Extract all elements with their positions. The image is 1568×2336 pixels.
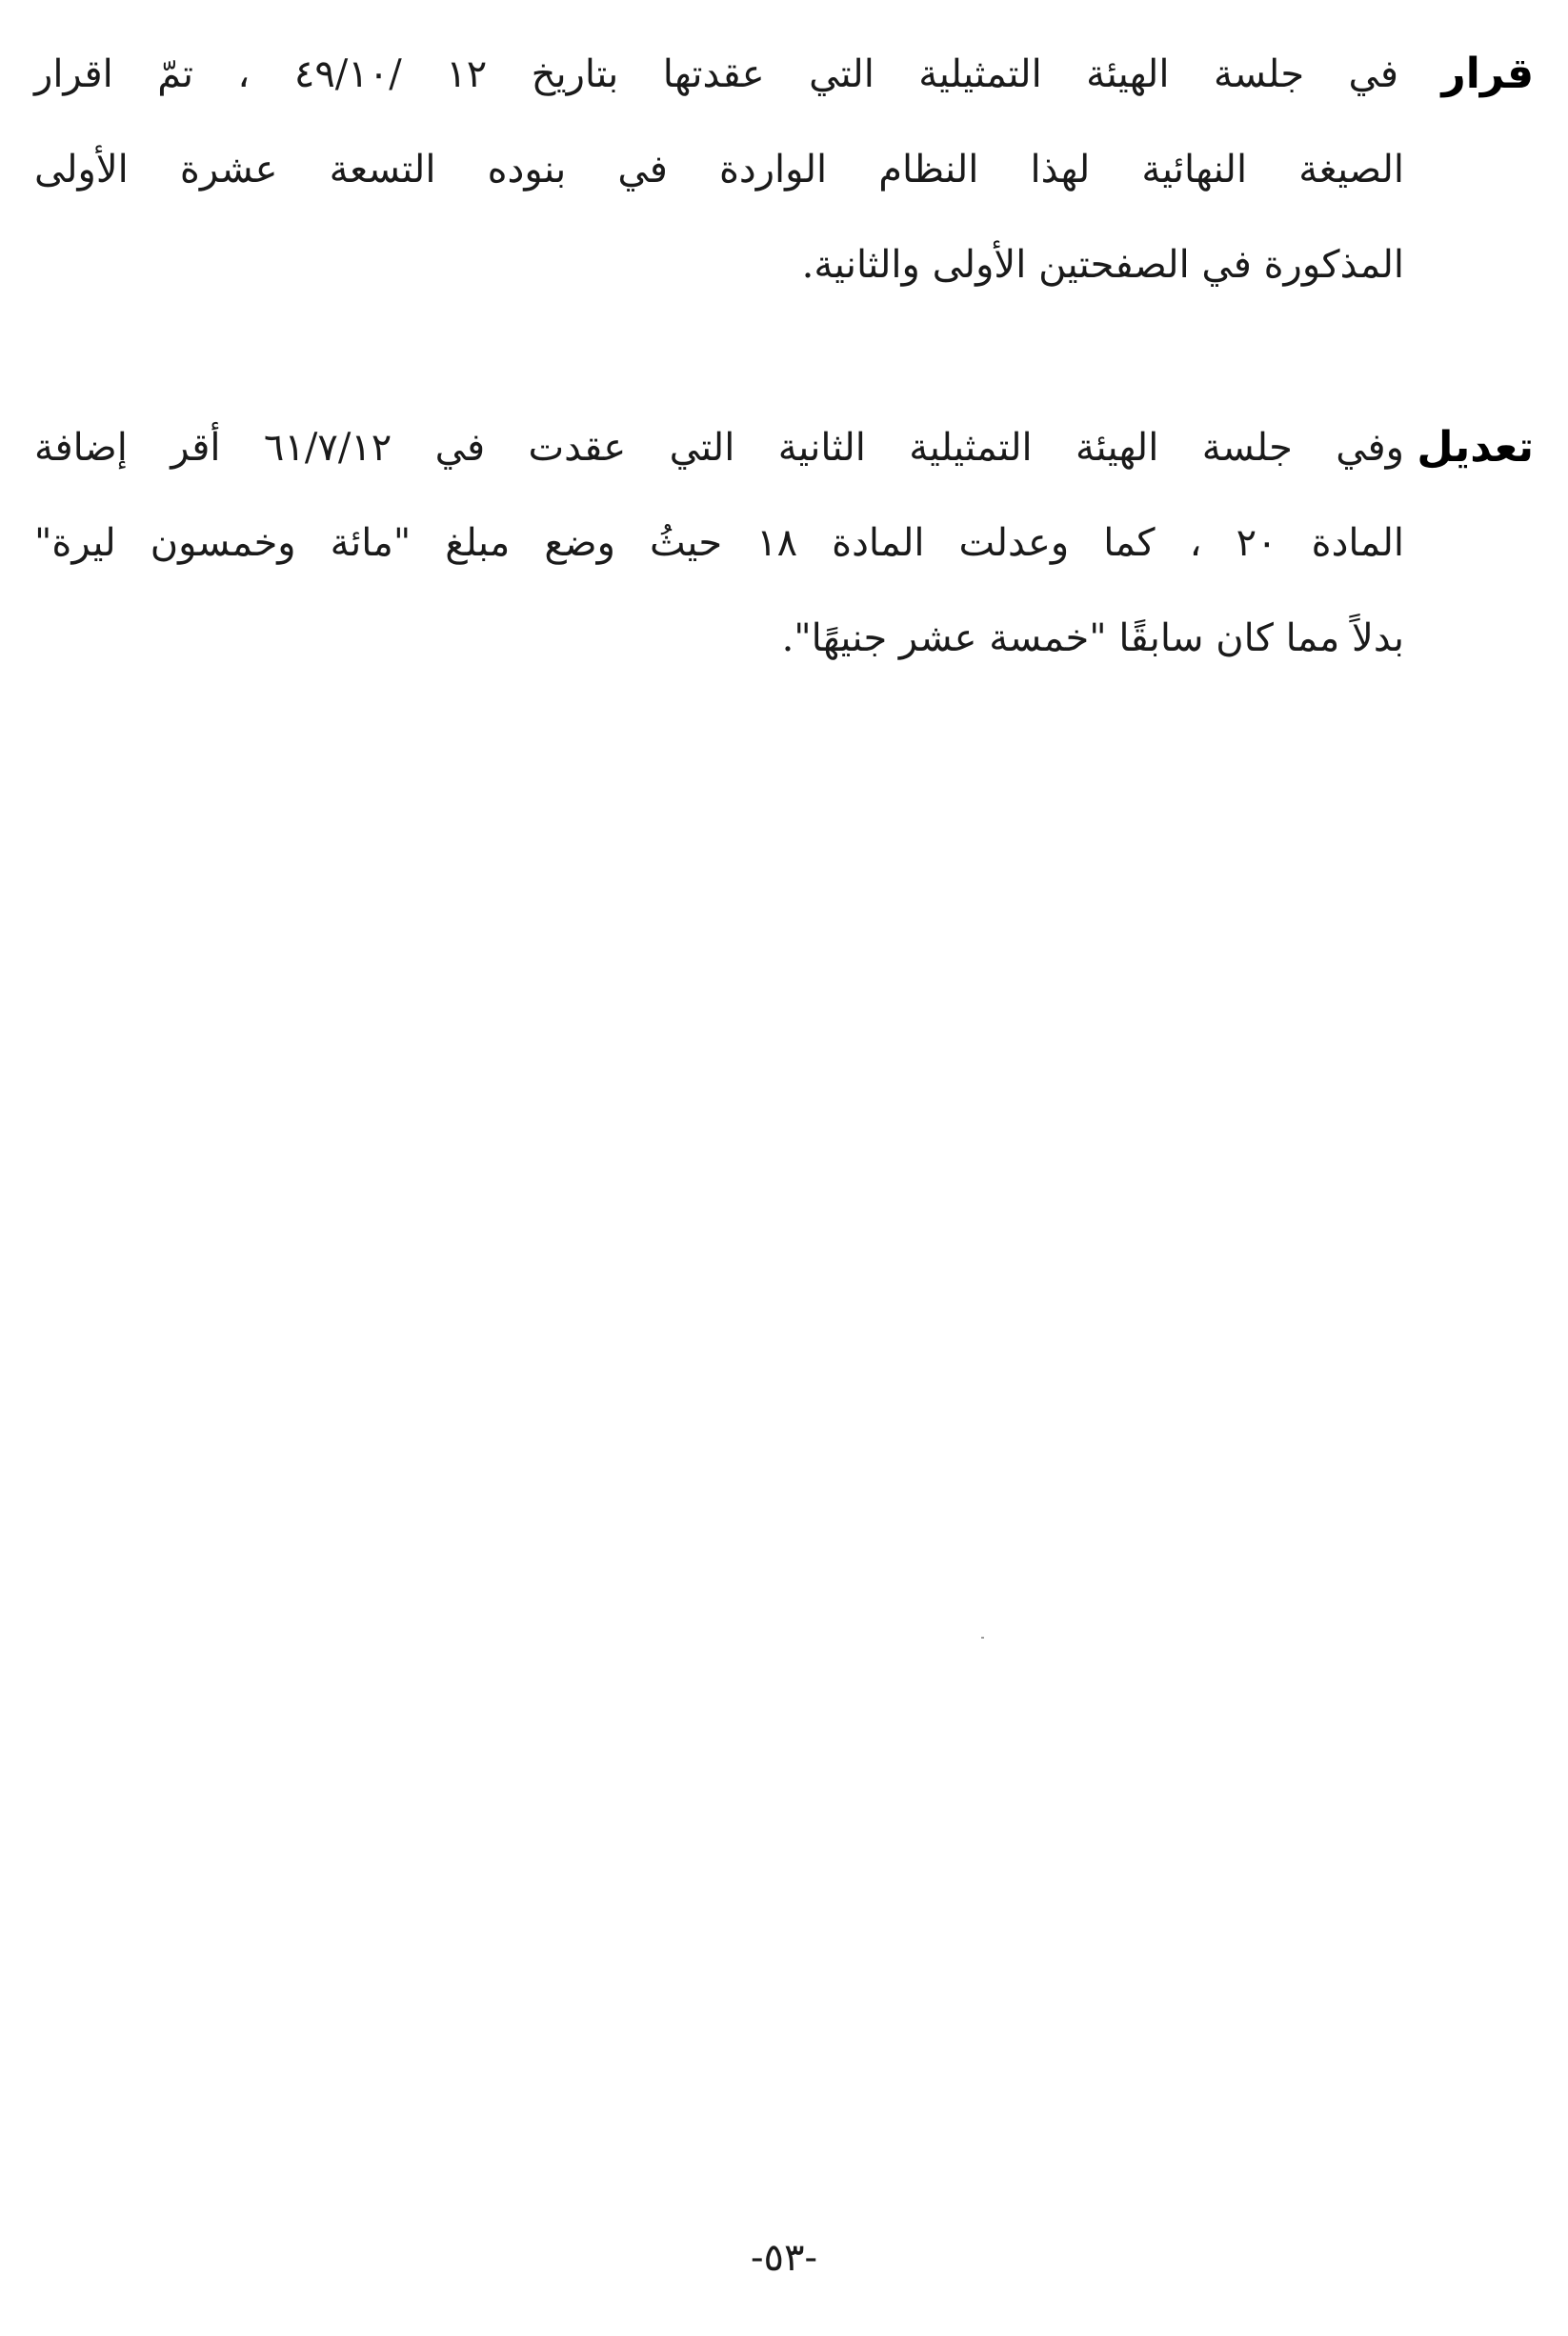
amendment-text-1: وفي جلسة الهيئة التمثيلية الثانية التي عقدت في ٦١/٧/١٢ أقر إضافة — [34, 426, 1404, 470]
amendment-line-3 — [34, 591, 1534, 686]
scan-speck — [981, 1637, 984, 1639]
decision-line-2 — [34, 122, 1534, 217]
amendment-entry — [34, 400, 1534, 686]
amendment-line-1 — [34, 400, 1534, 495]
amendment-heading: تعديل — [1417, 423, 1534, 472]
decision-line-3 — [34, 217, 1534, 312]
amendment-text-2: المادة ٢٠ ، كما وعدلت المادة ١٨ حيثُ وضع مبلغ "مائة وخمسون ليرة" — [34, 521, 1404, 565]
decision-heading: قرار — [1441, 50, 1534, 98]
page-number: -٥٣- — [751, 2236, 817, 2280]
decision-text-3: المذكورة في الصفحتين الأولى والثانية. — [801, 243, 1404, 287]
decision-line-1 — [34, 27, 1534, 122]
decision-text-2: الصيغة النهائية لهذا النظام الواردة في بنوده التسعة عشرة الأولى — [34, 148, 1404, 191]
decision-text-1: في جلسة الهيئة التمثيلية التي عقدتها بتاريخ ١٢ /٤٩/١٠ ، تمّ اقرار — [34, 52, 1398, 96]
amendment-text-3: بدلاً مما كان سابقًا "خمسة عشر جنيهًا". — [781, 616, 1404, 660]
amendment-line-2 — [34, 495, 1534, 591]
decision-entry — [34, 27, 1534, 312]
